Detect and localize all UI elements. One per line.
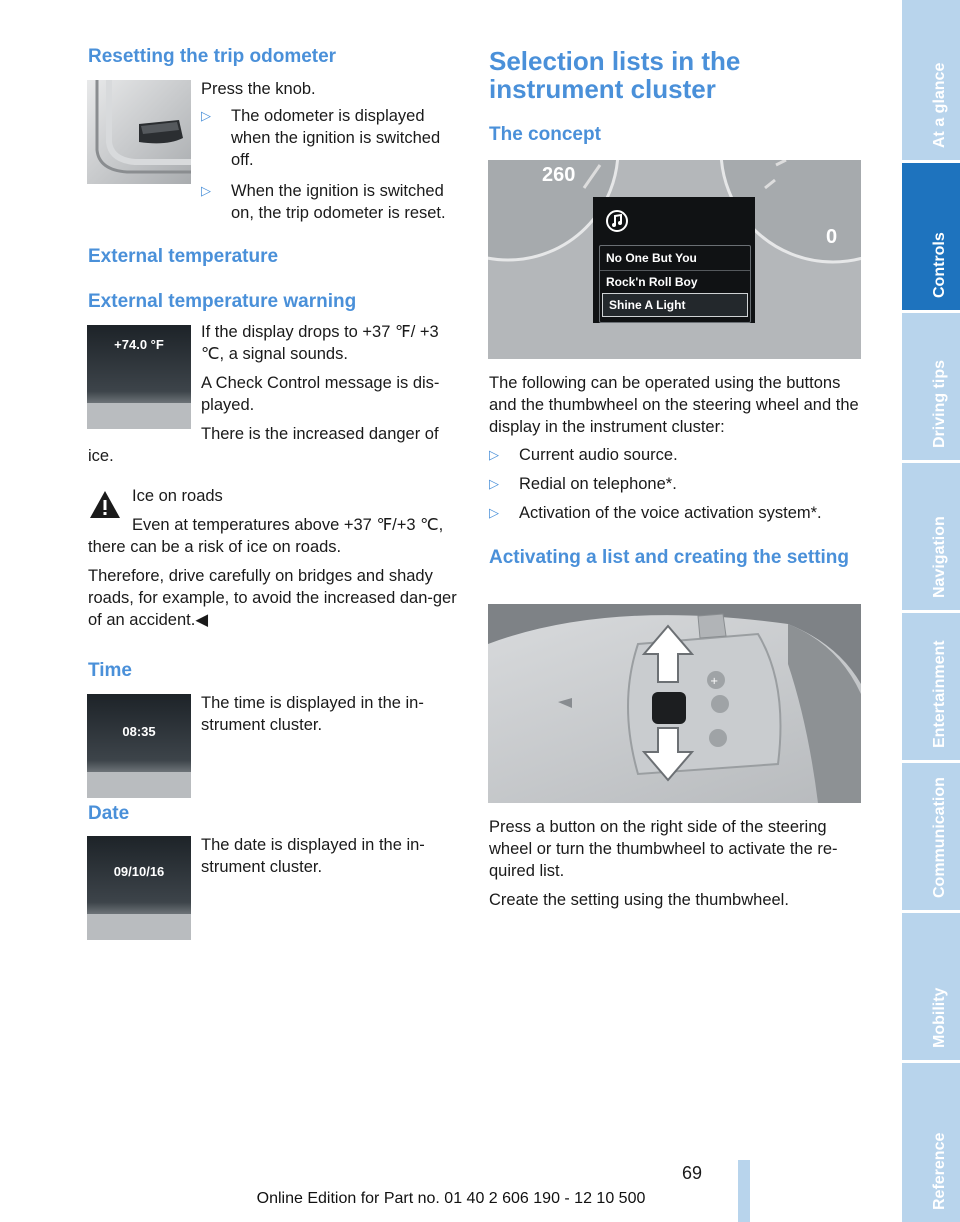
ext-temp-p3: There is the increased danger of ice. — [88, 425, 439, 465]
tab-label: Controls — [931, 232, 948, 298]
setting-text: Create the setting using the thumbwheel. — [489, 891, 789, 909]
tab-label: Navigation — [931, 516, 948, 598]
activating-text: Press a button on the right side of the steering wheel or turn the thumbwheel to activate the re-quired list. — [489, 818, 838, 880]
ext-temp-warning-heading: External temperature warning — [88, 291, 357, 312]
concept-heading: The concept — [489, 124, 601, 145]
tab-label: Driving tips — [931, 359, 948, 448]
display-screen — [87, 836, 191, 914]
svg-text:+: + — [710, 676, 719, 687]
rpm-label: 0 — [826, 226, 838, 248]
time-display-image — [87, 694, 191, 798]
tab-label: Communication — [931, 777, 948, 898]
steering-wheel-drawing — [488, 604, 861, 803]
speed-label: 260 — [542, 164, 576, 186]
tab-reference[interactable] — [902, 1063, 960, 1222]
concept-bullet — [489, 473, 861, 495]
tab-at-a-glance[interactable] — [902, 0, 960, 160]
tab-entertainment[interactable] — [902, 613, 960, 760]
tab-driving-tips[interactable] — [902, 313, 960, 460]
concept-bullet — [489, 502, 861, 524]
temp-display-value: +74.0 °F — [114, 337, 164, 352]
concept-bullet — [489, 444, 861, 466]
time-display-value: 08:35 — [122, 724, 156, 739]
display-screen — [87, 325, 191, 403]
bullet-text: Current audio source. — [519, 446, 678, 464]
tab-communication[interactable] — [902, 763, 960, 910]
tab-controls[interactable] — [902, 163, 960, 310]
chapter-tabs — [902, 0, 960, 1222]
list-item[interactable]: No One But You — [600, 246, 750, 271]
cluster-display — [593, 197, 755, 323]
knob-icon — [87, 80, 191, 184]
date-text: The date is displayed in the in-strument cluster. — [201, 836, 425, 876]
list-item-selected[interactable]: Shine A Light — [602, 293, 748, 317]
display-screen — [87, 694, 191, 772]
ext-temp-p2: A Check Control message is dis-played. — [201, 374, 440, 414]
knob-image — [87, 80, 191, 184]
page-number: 69 — [682, 1163, 703, 1183]
bullet-icon: ▷ — [489, 476, 499, 491]
tab-label: At a glance — [931, 62, 948, 148]
instrument-cluster-image — [488, 160, 861, 359]
bullet-text: The odometer is displayed when the ignition is switched off. — [231, 107, 441, 169]
footer-text: Online Edition for Part no. 01 40 2 606 190 - 12 10 500 — [256, 1190, 646, 1207]
bullet-icon: ▷ — [201, 183, 211, 198]
warning-title: Ice on roads — [132, 487, 223, 505]
date-heading: Date — [88, 803, 130, 824]
tab-label: Reference — [931, 1132, 948, 1210]
music-note-icon — [605, 209, 629, 233]
bullet-icon: ▷ — [489, 447, 499, 462]
trip-intro: Press the knob. — [201, 80, 316, 98]
tab-navigation[interactable] — [902, 463, 960, 610]
date-display-image — [87, 836, 191, 940]
trip-heading: Resetting the trip odometer — [88, 46, 337, 67]
ext-temp-heading: External temperature — [88, 246, 279, 267]
steering-wheel-image — [488, 604, 861, 803]
trip-bullet — [201, 105, 466, 171]
song-list — [599, 245, 751, 323]
activating-heading: Activating a list and creating the setting — [489, 547, 850, 568]
bullet-text: Activation of the voice activation system*. — [519, 504, 822, 522]
trip-bullet — [201, 180, 466, 224]
warning-text-2: Therefore, drive carefully on bridges and shady roads, for example, to avoid the increased dan-ger of an accident.◀ — [88, 567, 457, 629]
time-text: The time is displayed in the in-strument cluster. — [201, 694, 424, 734]
bullet-text: Redial on telephone*. — [519, 475, 677, 493]
list-item[interactable]: Rock'n Roll Boy — [606, 275, 698, 289]
bullet-text: When the ignition is switched on, the trip odometer is reset. — [231, 182, 446, 222]
bullet-icon: ▷ — [489, 505, 499, 520]
warning-text: Even at temperatures above +37 ℉/+3 ℃, there can be a risk of ice on roads. — [88, 516, 444, 556]
temp-display-image — [87, 325, 191, 429]
time-heading: Time — [88, 660, 133, 681]
tab-label: Mobility — [931, 987, 948, 1048]
concept-text: The following can be operated using the buttons and the thumbwheel on the steering wheel and the display in the instrument cluster: — [489, 374, 859, 436]
bullet-icon: ▷ — [201, 108, 211, 123]
ext-temp-p1: If the display drops to +37 ℉/ +3 ℃, a signal sounds. — [201, 323, 439, 363]
tab-mobility[interactable] — [902, 913, 960, 1060]
date-display-value: 09/10/16 — [113, 864, 165, 879]
tab-label: Entertainment — [931, 640, 948, 748]
selection-lists-heading: Selection lists in the instrument cluster — [489, 46, 741, 104]
